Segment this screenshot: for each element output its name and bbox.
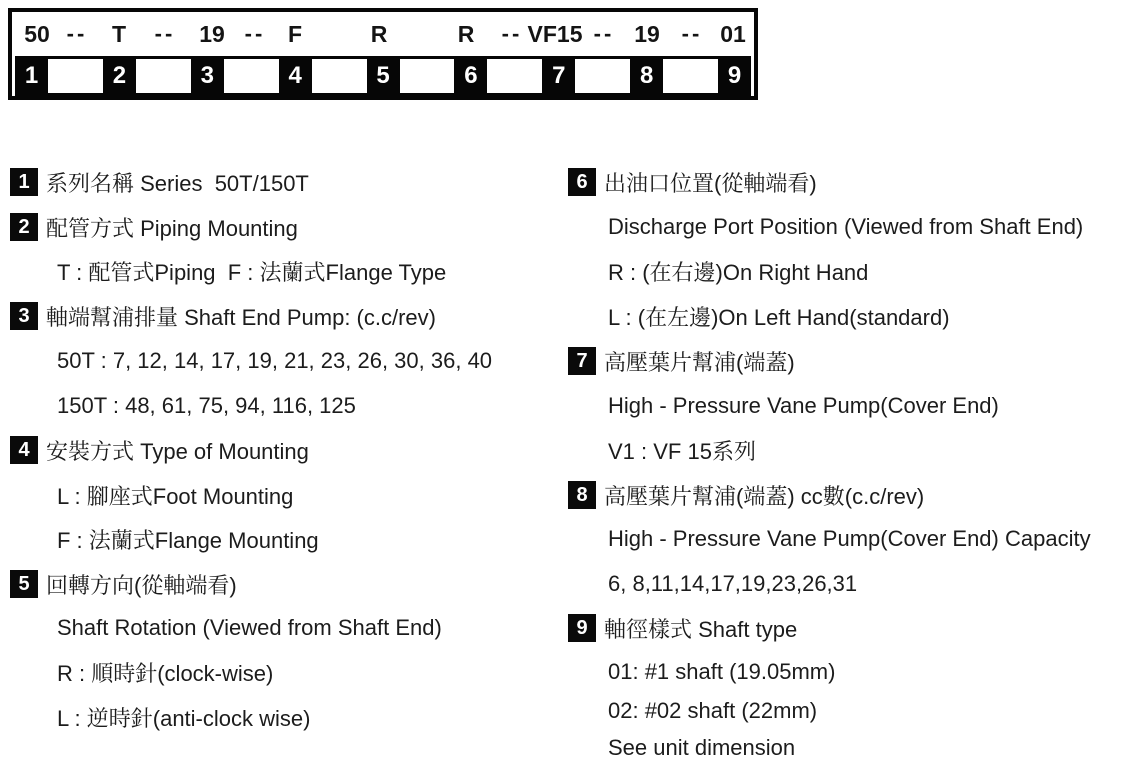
legend-item-5: [10, 569, 237, 599]
code-segment-shaft-type: 01: [720, 21, 746, 47]
code-separator: --: [154, 21, 176, 46]
strip-gap: [487, 59, 542, 93]
item-title: 配管方式 Piping Mounting: [46, 215, 298, 241]
legend-subline: [57, 256, 446, 286]
code-segment-piping: T: [111, 21, 127, 47]
item-option: 150T : 48, 61, 75, 94, 116, 125: [57, 393, 356, 418]
strip-gap: [312, 59, 367, 93]
item-option: R : (在右邊)On Right Hand: [608, 259, 869, 285]
legend-item-4: [10, 435, 309, 465]
legend-subline: [608, 435, 756, 465]
code-segment-cover-cc: 19: [634, 21, 660, 47]
legend-subline: [57, 613, 442, 643]
position-number-8: 8: [630, 56, 663, 96]
code-separator: --: [501, 21, 523, 46]
legend-subline: [57, 480, 293, 510]
legend-subline: [57, 346, 492, 376]
legend-item-6: [568, 167, 817, 197]
legend-item-2: [10, 212, 298, 242]
item-number-badge: 3: [10, 302, 38, 330]
legend-item-3: [10, 301, 436, 331]
legend-subline: [608, 524, 1091, 554]
strip-gap: [400, 59, 455, 93]
item-option: 02: #02 shaft (22mm): [608, 698, 818, 723]
strip-gap: [48, 59, 103, 93]
legend-subline: [608, 301, 950, 331]
item-title: 回轉方向(從軸端看): [46, 572, 237, 598]
position-number-9: 9: [718, 56, 751, 96]
item-option: F : 法蘭式Flange Mounting: [57, 527, 319, 553]
item-title: 高壓葉片幫浦(端蓋): [604, 349, 795, 375]
legend-subline: [57, 391, 356, 421]
item-number-badge: 6: [568, 168, 596, 196]
code-segment-rotation: R: [370, 21, 388, 47]
position-number-6: 6: [454, 56, 487, 96]
legend-subline: [608, 569, 857, 599]
legend-subline: [608, 256, 868, 286]
item-number-badge: 4: [10, 436, 38, 464]
position-number-2: 2: [103, 56, 136, 96]
legend-subline: [57, 657, 273, 687]
position-number-3: 3: [191, 56, 224, 96]
item-option: Shaft Rotation (Viewed from Shaft End): [57, 615, 442, 640]
code-segment-series: 50: [24, 21, 50, 47]
item-number-badge: 8: [568, 481, 596, 509]
item-option: See unit dimension: [608, 735, 796, 760]
item-title: 軸徑樣式 Shaft type: [604, 616, 798, 642]
item-number-badge: 2: [10, 213, 38, 241]
position-number-1: 1: [15, 56, 48, 96]
position-number-strip: [12, 56, 754, 96]
item-number-badge: 7: [568, 347, 596, 375]
strip-gap: [224, 59, 279, 93]
model-code-box: [8, 8, 758, 100]
item-option: R : 順時針(clock-wise): [57, 660, 274, 686]
strip-gap: [663, 59, 718, 93]
item-option: 01: #1 shaft (19.05mm): [608, 659, 836, 684]
item-number-badge: 9: [568, 614, 596, 642]
position-number-4: 4: [279, 56, 312, 96]
item-option: 6, 8,11,14,17,19,23,26,31: [608, 571, 858, 596]
item-title: 出油口位置(從軸端看): [604, 170, 817, 196]
item-option: L : 逆時針(anti-clock wise): [57, 705, 311, 731]
item-number-badge: 5: [10, 570, 38, 598]
item-title: 軸端幫浦排量 Shaft End Pump: (c.c/rev): [46, 304, 436, 330]
item-title: 系列名稱 Series 50T/150T: [46, 170, 309, 196]
legend-subline: [608, 733, 795, 763]
legend-subline: [608, 212, 1083, 242]
legend-subline: [608, 657, 835, 687]
legend-item-7: [568, 346, 795, 376]
item-option: L : (在左邊)On Left Hand(standard): [608, 304, 950, 330]
legend-subline: [57, 524, 319, 554]
item-title: 安裝方式 Type of Mounting: [46, 438, 309, 464]
item-number-badge: 1: [10, 168, 38, 196]
legend-subline: [57, 702, 310, 732]
item-title: 高壓葉片幫浦(端蓋) cc數(c.c/rev): [604, 483, 925, 509]
legend-item-8: [568, 480, 924, 510]
code-separator: --: [244, 21, 266, 46]
item-option: Discharge Port Position (Viewed from Shaft End): [608, 214, 1084, 239]
strip-edge: [751, 56, 754, 96]
code-segment-displacement: 19: [199, 21, 225, 47]
item-option: 50T : 7, 12, 14, 17, 19, 21, 23, 26, 30, 36, 40: [57, 348, 493, 373]
code-separator: --: [593, 21, 615, 46]
model-code-row: [12, 12, 754, 56]
code-separator: --: [66, 21, 88, 46]
item-option: L : 腳座式Foot Mounting: [57, 483, 294, 509]
legend-item-9: [568, 613, 797, 643]
legend-subline: [608, 391, 999, 421]
item-option: T : 配管式Piping F : 法蘭式Flange Type: [57, 259, 447, 285]
code-segment-mounting: F: [287, 21, 303, 47]
code-segment-cover-pump: VF15: [527, 21, 583, 47]
code-segment-port-position: R: [457, 21, 475, 47]
strip-gap: [136, 59, 191, 93]
item-option: V1 : VF 15系列: [608, 438, 756, 464]
position-number-7: 7: [542, 56, 575, 96]
strip-gap: [575, 59, 630, 93]
code-separator: --: [681, 21, 703, 46]
legend-item-1: [10, 167, 309, 197]
legend-subline: [608, 696, 817, 726]
item-option: High - Pressure Vane Pump(Cover End): [608, 393, 999, 418]
item-option: High - Pressure Vane Pump(Cover End) Capacity: [608, 526, 1091, 551]
position-number-5: 5: [367, 56, 400, 96]
